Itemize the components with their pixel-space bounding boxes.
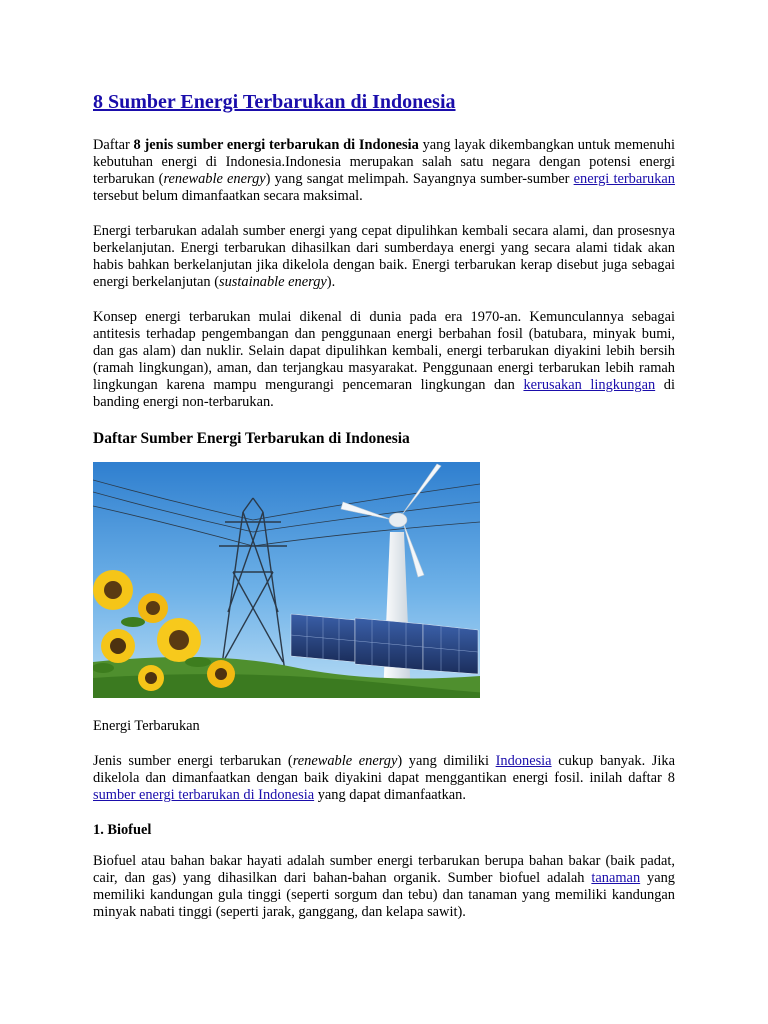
energi-terbarukan-link[interactable]: energi terbarukan xyxy=(573,171,675,187)
types-text-2: ) yang dimiliki xyxy=(397,753,496,769)
types-italic: renewable energy xyxy=(292,753,398,769)
tanaman-link[interactable]: tanaman xyxy=(591,870,641,886)
renewable-energy-image xyxy=(93,462,480,698)
article-title[interactable]: 8 Sumber Energi Terbarukan di Indonesia xyxy=(93,91,456,113)
article-body xyxy=(93,89,675,939)
types-text-1: Jenis sumber energi terbarukan ( xyxy=(93,753,293,769)
types-text-3: cukup banyak. Jika dikelola dan dimanfaatkan dengan baik diyakini dapat menggantikan energi fosil. inilah daftar 8 xyxy=(93,753,675,786)
biofuel-paragraph xyxy=(93,853,675,921)
sumber-energi-link[interactable]: sumber energi terbarukan di Indonesia xyxy=(93,787,315,803)
definition-paragraph xyxy=(93,223,675,291)
biofuel-text-2: yang memiliki kandungan gula tinggi (seperti sorgum dan tebu) dan tanaman yang memiliki kandungan minyak nabati tinggi (seperti jarak, ganggang, dan kelapa sawit). xyxy=(93,870,675,920)
types-paragraph xyxy=(93,753,675,804)
biofuel-heading: 1. Biofuel xyxy=(93,822,152,838)
intro-paragraph xyxy=(93,137,675,205)
section-heading: Daftar Sumber Energi Terbarukan di Indonesia xyxy=(93,430,410,447)
definition-text-2: ). xyxy=(326,274,336,290)
definition-italic: sustainable energy xyxy=(219,274,327,290)
intro-text-3: ) yang sangat melimpah. Sayangnya sumber-sumber xyxy=(265,171,574,187)
biofuel-text-1: Biofuel atau bahan bakar hayati adalah sumber energi terbarukan berupa bahan bakar (baik padat, cair, dan gas) yang dihasilkan dari bahan-bahan organik. Sumber biofuel adalah xyxy=(93,853,675,886)
intro-italic: renewable energy xyxy=(163,171,266,187)
concept-paragraph xyxy=(93,309,675,411)
concept-text-2: di banding energi non-terbarukan. xyxy=(93,377,675,410)
definition-text-1: Energi terbarukan adalah sumber energi yang cepat dipulihkan kembali secara alami, dan prosesnya berkelanjutan. Energi terbarukan dihasilkan dari sumberdaya energi yang secara alami tidak akan habis bahkan berkelanjutan jika dikelola dengan baik. Energi terbarukan kerap disebut juga sebagai energi berkelanjutan ( xyxy=(93,223,675,290)
intro-bold: 8 jenis sumber energi terbarukan di Indonesia xyxy=(133,137,419,153)
indonesia-link[interactable]: Indonesia xyxy=(495,753,552,769)
concept-text-1: Konsep energi terbarukan mulai dikenal di dunia pada era 1970-an. Kemunculannya sebagai antitesis terhadap pengembangan dan penggunaan energi berbahan fosil (batubara, minyak bumi, dan gas alam) dan nuklir. Selain dapat dipulihkan kembali, energi terbarukan diyakini lebih bersih (ramah lingkungan), aman, dan terjangkau masyarakat. Penggunaan energi terbarukan lebih ramah lingkungan karena mampu mengurangi pencemaran lingkungan dan xyxy=(93,309,675,393)
types-text-4: yang dapat dimanfaatkan. xyxy=(314,787,466,803)
intro-text-1: Daftar xyxy=(93,137,134,153)
intro-text-4: tersebut belum dimanfaatkan secara maksimal. xyxy=(93,188,363,204)
intro-text-2: yang layak dikembangkan untuk memenuhi kebutuhan energi di Indonesia.Indonesia merupakan salah satu negara dengan potensi energi terbarukan ( xyxy=(93,137,675,187)
kerusakan-lingkungan-link[interactable]: kerusakan lingkungan xyxy=(523,377,656,393)
figure-caption: Energi Terbarukan xyxy=(93,718,200,734)
